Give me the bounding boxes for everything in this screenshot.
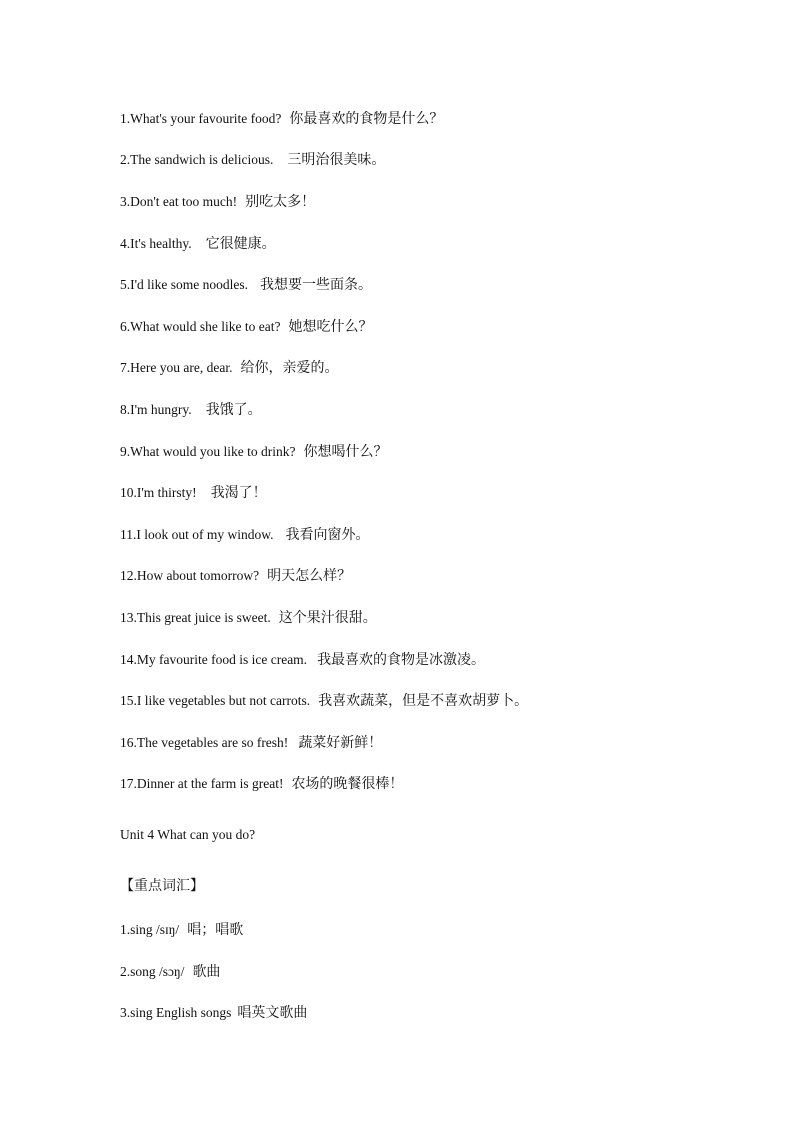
sentence-english: 7.Here you are, dear. [120, 360, 233, 375]
sentence-english: 3.Don't eat too much! [120, 194, 238, 209]
sentence-12 [120, 567, 351, 585]
sentence-7 [120, 359, 338, 377]
sentence-chinese: 她想吃什么？ [288, 319, 373, 335]
sentence-english: 6.What would she like to eat? [120, 319, 281, 334]
sentence-1 [120, 110, 443, 128]
sentence-15 [120, 692, 528, 710]
sentence-chinese: 它很健康。 [205, 236, 276, 252]
sentence-english: 11.I look out of my window. [120, 527, 274, 542]
sentence-chinese: 我最喜欢的食物是冰激凌。 [317, 652, 486, 668]
sentence-english: 8.I'm hungry. [120, 402, 192, 417]
sentence-english: 15.I like vegetables but not carrots. [120, 693, 311, 708]
vocab-item-1 [120, 921, 243, 939]
sentence-chinese: 农场的晚餐很棒！ [291, 776, 404, 792]
sentence-chinese: 给你，亲爱的。 [240, 360, 339, 376]
vocab-chinese: 歌曲 [192, 964, 221, 980]
sentence-english: 17.Dinner at the farm is great! [120, 776, 284, 791]
sentence-4 [120, 235, 276, 253]
sentence-10 [120, 484, 267, 502]
sentence-5 [120, 276, 372, 294]
sentence-8 [120, 401, 262, 419]
sentence-chinese: 明天怎么样？ [267, 568, 352, 584]
sentence-6 [120, 318, 372, 336]
sentence-chinese: 我看向窗外。 [285, 527, 370, 543]
sentence-chinese: 你最喜欢的食物是什么？ [289, 111, 444, 127]
vocab-item-2 [120, 963, 220, 981]
sentence-english: 9.What would you like to drink? [120, 444, 296, 459]
sentence-13 [120, 609, 377, 627]
sentence-9 [120, 443, 387, 461]
sentence-chinese: 三明治很美味。 [287, 152, 386, 168]
sentence-chinese: 别吃太多！ [245, 194, 316, 210]
sentence-11 [120, 526, 370, 544]
section-heading: 【重点词汇】 [120, 878, 204, 894]
sentence-chinese: 我饿了。 [205, 402, 262, 418]
vocab-chinese: 唱；唱歌 [187, 922, 244, 938]
sentence-english: 2.The sandwich is delicious. [120, 152, 274, 167]
sentence-chinese: 我喜欢蔬菜，但是不喜欢胡萝卜。 [318, 693, 529, 709]
vocab-item-3 [120, 1004, 307, 1022]
unit-title: Unit 4 What can you do? [120, 827, 256, 842]
vocab-english: 1.sing /sɪŋ/ [120, 922, 180, 937]
sentence-english: 5.I'd like some noodles. [120, 277, 249, 292]
sentence-english: 10.I'm thirsty! [120, 485, 197, 500]
sentence-chinese: 你想喝什么？ [303, 444, 388, 460]
sentence-3 [120, 193, 315, 211]
sentence-chinese: 蔬菜好新鲜！ [298, 735, 383, 751]
vocab-chinese: 唱英文歌曲 [237, 1005, 308, 1021]
sentence-english: 12.How about tomorrow? [120, 568, 260, 583]
sentence-english: 13.This great juice is sweet. [120, 610, 271, 625]
sentence-16 [120, 734, 382, 752]
sentence-chinese: 我渴了！ [210, 485, 267, 501]
sentence-2 [120, 151, 385, 169]
sentence-chinese: 这个果汁很甜。 [278, 610, 377, 626]
sentence-english: 14.My favourite food is ice cream. [120, 652, 308, 667]
sentence-english: 1.What's your favourite food? [120, 111, 282, 126]
sentence-14 [120, 651, 485, 669]
sentence-chinese: 我想要一些面条。 [260, 277, 373, 293]
sentence-english: 16.The vegetables are so fresh! [120, 735, 289, 750]
sentence-english: 4.It's healthy. [120, 236, 192, 251]
sentence-17 [120, 775, 403, 793]
vocab-english: 3.sing English songs [120, 1005, 232, 1020]
vocab-english: 2.song /sɔŋ/ [120, 964, 185, 979]
